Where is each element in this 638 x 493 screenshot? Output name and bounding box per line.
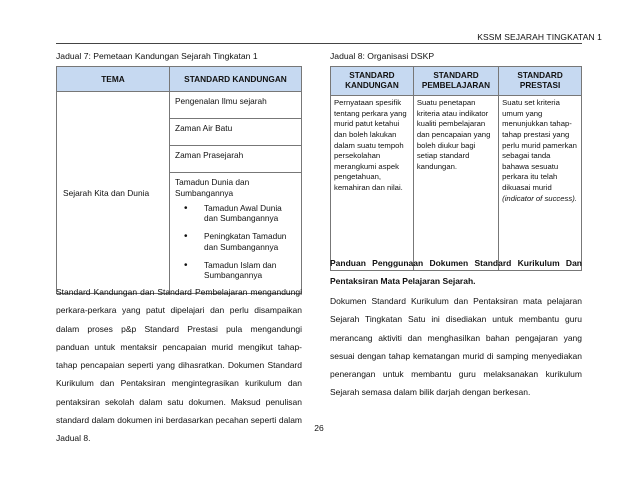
list-item: • Peningkatan Tamadun dan Sumbangannya bbox=[194, 231, 296, 253]
table7-caption: Jadual 7: Pemetaan Kandungan Sejarah Tingkatan 1 bbox=[56, 51, 258, 61]
table8-cell-sk: Pernyataan spesifik tentang perkara yang murid patut ketahui dan boleh lakukan dalam suatu tempoh persekolahan merangkumi aspek pengetahuan, kemahiran dan nilai. bbox=[331, 96, 414, 271]
table8-cell-spr bbox=[499, 96, 582, 271]
table8-cell-spr-text: Suatu set kriteria umum yang menunjukkan tahap-tahap prestasi yang perlu murid pamerkan sebagai tanda bahawa sesuatu perkara itu telah dikuasai murid bbox=[502, 98, 577, 192]
running-header: KSSM SEJARAH TINGKATAN 1 bbox=[477, 32, 602, 42]
table7-header-tema: TEMA bbox=[57, 67, 170, 92]
table8-cell-sp: Suatu penetapan kriteria atau indikator kualiti pembelajaran dan pencapaian yang boleh diukur bagi setiap standard kandungan. bbox=[413, 96, 498, 271]
left-paragraph: Standard Kandungan dan Standard Pembelajaran mengandungi perkara-perkara yang patut dipelajari dan perlu disampaikan dalam proses p&p Standard Prestasi pula mengandungi panduan untuk mentaksir pencapaian murid mengikut tahap-tahap pencapaian seperti yang dihasratkan. Dokumen Standard Kurikulum dan Pentaksiran mengintegrasikan kurikulum dan pentaksiran sekolah dalam satu dokumen. Maksud penulisan standard dalam dokumen ini berdasarkan pecahan seperti dalam Jadual 8. bbox=[56, 287, 302, 444]
table8-cell-spr-italic: (indicator of success). bbox=[502, 193, 577, 203]
header-rule bbox=[56, 43, 582, 44]
list-item: • Tamadun Islam dan Sumbangannya bbox=[194, 260, 296, 282]
page-number: 26 bbox=[314, 423, 324, 433]
right-heading: Panduan Penggunaan Dokumen Standard Kurikulum Dan Pentaksiran Mata Pelajaran Sejarah. bbox=[330, 258, 582, 287]
table8-header-spr: STANDARD PRESTASI bbox=[499, 67, 582, 96]
table7-row: Zaman Air Batu bbox=[170, 119, 302, 146]
table8-dskp-organisation bbox=[330, 66, 582, 271]
table8-caption: Jadual 8: Organisasi DSKP bbox=[330, 51, 435, 61]
table8-header-sp: STANDARD PEMBELAJARAN bbox=[413, 67, 498, 96]
table7-bullet-list bbox=[175, 203, 296, 282]
table7-row bbox=[170, 173, 302, 294]
table7-last-title: Tamadun Dunia dan Sumbangannya bbox=[175, 177, 250, 198]
table7-row: Zaman Prasejarah bbox=[170, 146, 302, 173]
table8-header-sk: STANDARD KANDUNGAN bbox=[331, 67, 414, 96]
table7-header-sk: STANDARD KANDUNGAN bbox=[170, 67, 302, 92]
list-item: • Tamadun Awal Dunia dan Sumbangannya bbox=[194, 203, 296, 225]
table7-row: Pengenalan Ilmu sejarah bbox=[170, 92, 302, 119]
table7-content-mapping bbox=[56, 66, 302, 294]
right-paragraph: Dokumen Standard Kurikulum dan Pentaksiran mata pelajaran Sejarah Tingkatan Satu ini disediakan untuk membantu guru merancang aktiviti dan menghasilkan bahan pengajaran yang sesuai dengan tahap kematangan murid di samping menyediakan penerangan untuk membantu guru melaksanakan kurikulum Sejarah semasa dalam bilik darjah dengan berkesan. bbox=[330, 296, 582, 398]
table7-tema-cell: Sejarah Kita dan Dunia bbox=[57, 92, 170, 294]
